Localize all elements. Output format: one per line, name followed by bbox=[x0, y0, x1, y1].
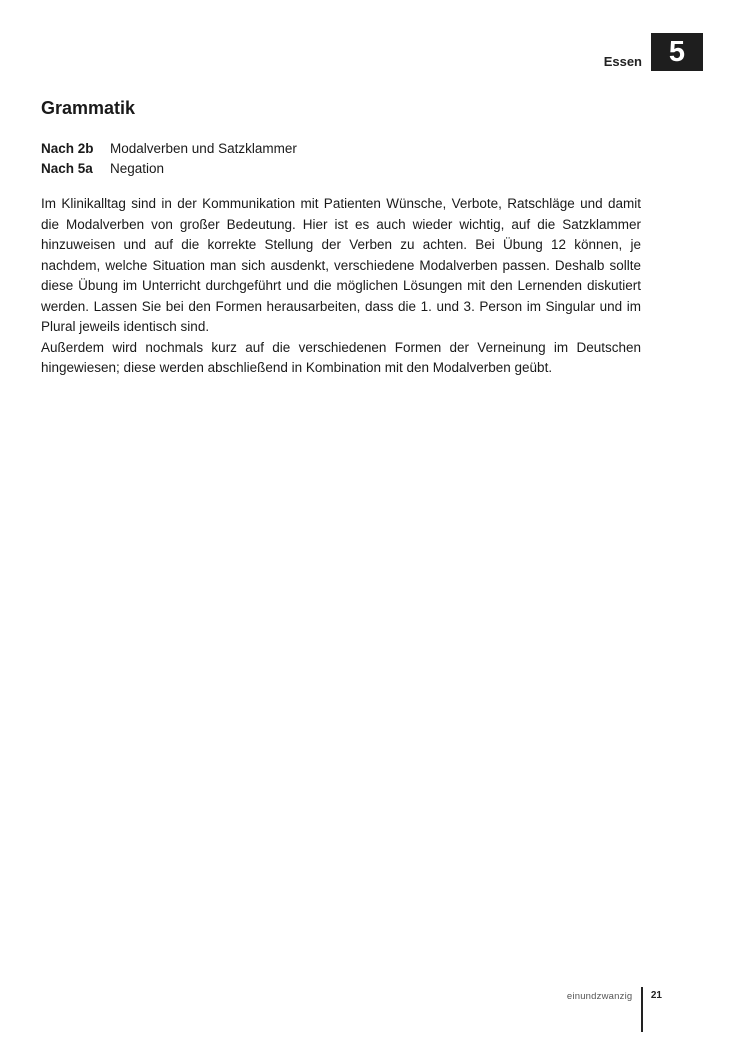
body-paragraph: Im Klinikalltag sind in der Kommunikation mit Patienten Wünsche, Verbote, Ratschläge und damit die Modalverben von großer Bedeutung. Hier ist es auch wieder wichtig, auf die Satzklammer hinzuweisen und auf die korrekte Stellung der Verben zu achten. Bei Übung 12 können, je nachdem, welche Situation man sich ausdenkt, verschiedene Modalverben passen. Deshalb sollte diese Übung im Unterricht durchgeführt und die möglichen Lösungen mit den Lernenden diskutiert werden. Lassen Sie bei den Formen herausarbeiten, dass die 1. und 3. Person im Singular und im Plural jeweils identisch sind. bbox=[41, 196, 641, 334]
reference-row bbox=[41, 139, 297, 159]
reference-row bbox=[41, 159, 297, 179]
page-number-word: einundzwanzig bbox=[566, 991, 633, 1002]
body-paragraph: Außerdem wird nochmals kurz auf die verschiedenen Formen der Verneinung im Deutschen hingewiesen; diese werden abschließend in Kombination mit den Modalverben geübt. bbox=[41, 339, 641, 375]
page-number: 21 bbox=[650, 990, 662, 1001]
chapter-number-badge: 5 bbox=[651, 33, 703, 71]
page-footer bbox=[567, 987, 662, 1032]
reference-code: Nach 5a bbox=[41, 161, 93, 176]
reference-list bbox=[41, 139, 297, 179]
reference-code: Nach 2b bbox=[41, 141, 94, 156]
body-text bbox=[41, 194, 641, 379]
chapter-header bbox=[604, 33, 703, 71]
reference-topic: Negation bbox=[110, 161, 165, 176]
reference-topic: Modalverben und Satzklammer bbox=[110, 141, 297, 156]
section-title: Grammatik bbox=[41, 98, 136, 118]
chapter-label: Essen bbox=[603, 53, 642, 69]
footer-divider bbox=[641, 987, 643, 1032]
